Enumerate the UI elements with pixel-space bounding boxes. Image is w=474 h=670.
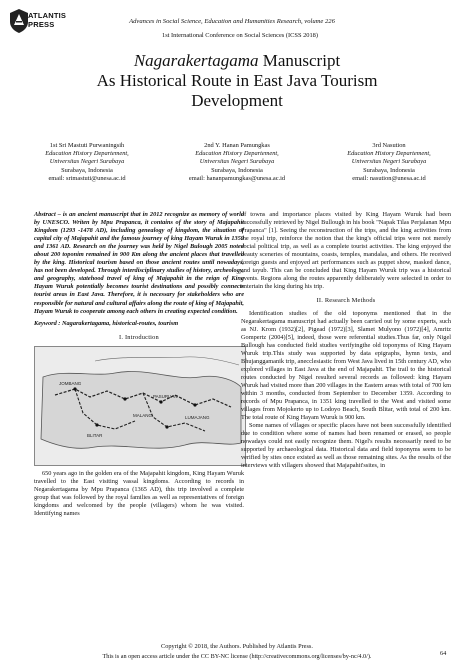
section-heading-research-methods: II. Research Methods: [316, 297, 376, 305]
abstract-text: Abstract – is an ancient manuscript that in 2012 recognize as memory of world by UNESCO. Writen by Mpu Prapanca, it contains of the story of Majapahit Kingdom (1293 -1478 AD), including genealogy of kingdom, the situation of capital city of Majapahit and the famous journey of king Hayam Wuruk in 1359 and 1361 AD. Research on the journey was held by Nigel Bulough 2005 noted about 200 toponim remained in 900 Km along the ancient places that travelled by the king. Historical tourism based on those ancient routes until nowadays, has not been developed. Through interdisciplinary studies of history, archeology, and geography, statehood travel of king of Majapahit in the reign of King Hayam Wuruk potentially becomes tourist destinations and possibly connects tourist areas in East Java. Therefore, it is necessary for stakeholders who are responsible for natural and cultural affairs along the route of king of Majapahit, Hayam Wuruk to cooperate among each others in creating expected condition.: [34, 211, 244, 315]
author-block-3: [314, 142, 464, 183]
author-name: 3rd Nasution: [372, 142, 406, 149]
right-column: [241, 211, 451, 470]
map-label-malang: MALANG: [133, 412, 153, 418]
author-university: Universitas Negeri Surabaya: [49, 158, 125, 166]
author-name: 1st Sri Mastuti Purwaningsih: [49, 142, 125, 149]
map-label-pasuruan: PASURUAN: [153, 393, 178, 399]
title-italic-part: Nagarakertagama: [133, 51, 259, 70]
author-block-1: [12, 142, 162, 183]
author-affiliation: Education History Departement,: [347, 150, 431, 158]
keywords-text: Keyword : Nagarakertagama, historical-routes, tourism: [34, 319, 179, 327]
title-line2: As Historical Route in East Java Tourism: [96, 71, 378, 90]
methods-paragraph-2: Some names of villages or specific places have not been successfully identified due to condition where some of names had been renamed or erased, so people nowadays could not easily recognize them. Nigel's results necessarily need to be supported by archaeological data. Historical data and field toponyms seem to be verified by sites once existed as well as those remaining sites. As the results of the interviews with villagers showed that Majapahit'ssites, in: [241, 422, 451, 470]
author-email[interactable]: email: hananpamungkas@unesa.ac.id: [188, 174, 286, 182]
author-email[interactable]: email: srimastuti@unesa.ac.id: [48, 174, 126, 182]
title-line3: Development: [191, 91, 283, 110]
conference-name: 1st International Conference on Social Sciences (ICSS 2018): [162, 32, 318, 39]
author-email[interactable]: email: nasution@unesa.ac.id: [352, 174, 426, 182]
author-name: 2nd Y. Hanan Pamungkas: [204, 142, 270, 149]
atlantis-press-logo: [8, 8, 68, 38]
journal-name: Advances in Social Science, Education and Humanities Research, volume 226: [129, 18, 335, 25]
map-label-blitar: BLITAR: [87, 432, 103, 438]
author-city: Surabaya, Indonesia: [363, 166, 415, 174]
left-column: [34, 211, 244, 518]
author-city: Surabaya, Indonesia: [211, 166, 263, 174]
author-affiliation: Education History Departement,: [195, 150, 279, 158]
page-number: 64: [440, 650, 447, 657]
section-heading-introduction: I. Introduction: [119, 333, 159, 341]
title-line1-rest: Manuscript: [258, 51, 341, 70]
author-block-2: [162, 142, 312, 183]
author-affiliation: Education History Departement,: [45, 150, 129, 158]
logo-text-line1: ATLANTIS: [28, 11, 67, 20]
author-university: Universitas Negeri Surabaya: [199, 158, 275, 166]
author-city: Surabaya, Indonesia: [61, 166, 113, 174]
logo-text-line2: PRESS: [28, 20, 55, 29]
methods-paragraph-1: Identification studies of the old toponyms mentioned that in the Negarakertagama manuscript had actually been carried out by some experts, such as NJ. Krom (1932)[2], Pigead (1972)[3], Slamet Mulyono (1972)[4], Amritz Gompertz (2004)[5], indeed, those were referential studies.Thus far, only Nigel Bullough has conducted field studies verifyingthe old toponyms of King Hayam Wuruk trip.This study was supported by data epigraphs, hymn texts, and Bhujanggamanik trip, anecclesiastic from West Java lived in 15th century AD, who explored villages in East Java at the end of Majapahit. The trail to the historical routes conducted by Nigel resulted several records as followed: king Hayam Wuruk had visited more than 200 villages in the Eastern areas with total of 700 km within 3 months, conducted from September to December 1359. According to records of Mpu Prapanca, in 1351 king travelled to the West and visited some villages from Mojokerto up to Lodoyo Beach, South Blitar, with total of 200 km. The total route of King Hayam Wuruk is 900 km.: [241, 309, 451, 422]
map-label-jombang: JOMBANG: [59, 380, 82, 386]
route-map-figure: [34, 346, 246, 466]
author-university: Universitas Negeri Surabaya: [351, 158, 427, 166]
footer-license[interactable]: This is an open access article under the CC BY-NC license (http://creativecommons.org/licenses/by-nc/4.0/).: [102, 653, 372, 660]
introduction-continued-paragraph: of towns and importance places visited by King Hayam Wuruk had been successfully retrieved by Nigel Bullough in his book "Napak Tilas Perjalanan Mpu Prapanca" [1]. Seeing the reconstruction of the trips, and the king activities from the royal trip, reinforce the notion that the king's official trips were not merely social political trip, as well as a complete tourist activities. The king enjoyed the beauty sceneries of mountains, coasts, temples, mandalas, and others. He received foreign guests and enjoyed art performances such as puppet show, masked dance, and tayub. This can be concluded that King Hayam Wuruk trip was a historical events. Regions along the routes apparently deliberately were selected in order to entertain the king during his trip.: [241, 211, 451, 291]
east-java-map-graphic: [35, 347, 245, 465]
map-label-lumajang: LUMAJANG: [185, 414, 210, 420]
logo-badge-icon: [8, 8, 30, 34]
paper-title: [40, 51, 434, 111]
footer-copyright: Copyright © 2018, the Authors. Published by Atlantis Press.: [161, 643, 313, 650]
introduction-paragraph: 650 years ago in the golden era of the Majapahit kingdom, King Hayam Wuruk travelled to the East visiting vassal kingdoms. According to records in Negarakertagama by Mpu Prapanca (1365 AD), this trip involved a complete group that was followed by the royal families as well as representatives of foreign kingdoms and welcomed by the people (villagers) whom he was visited. Identifying names: [34, 469, 244, 517]
